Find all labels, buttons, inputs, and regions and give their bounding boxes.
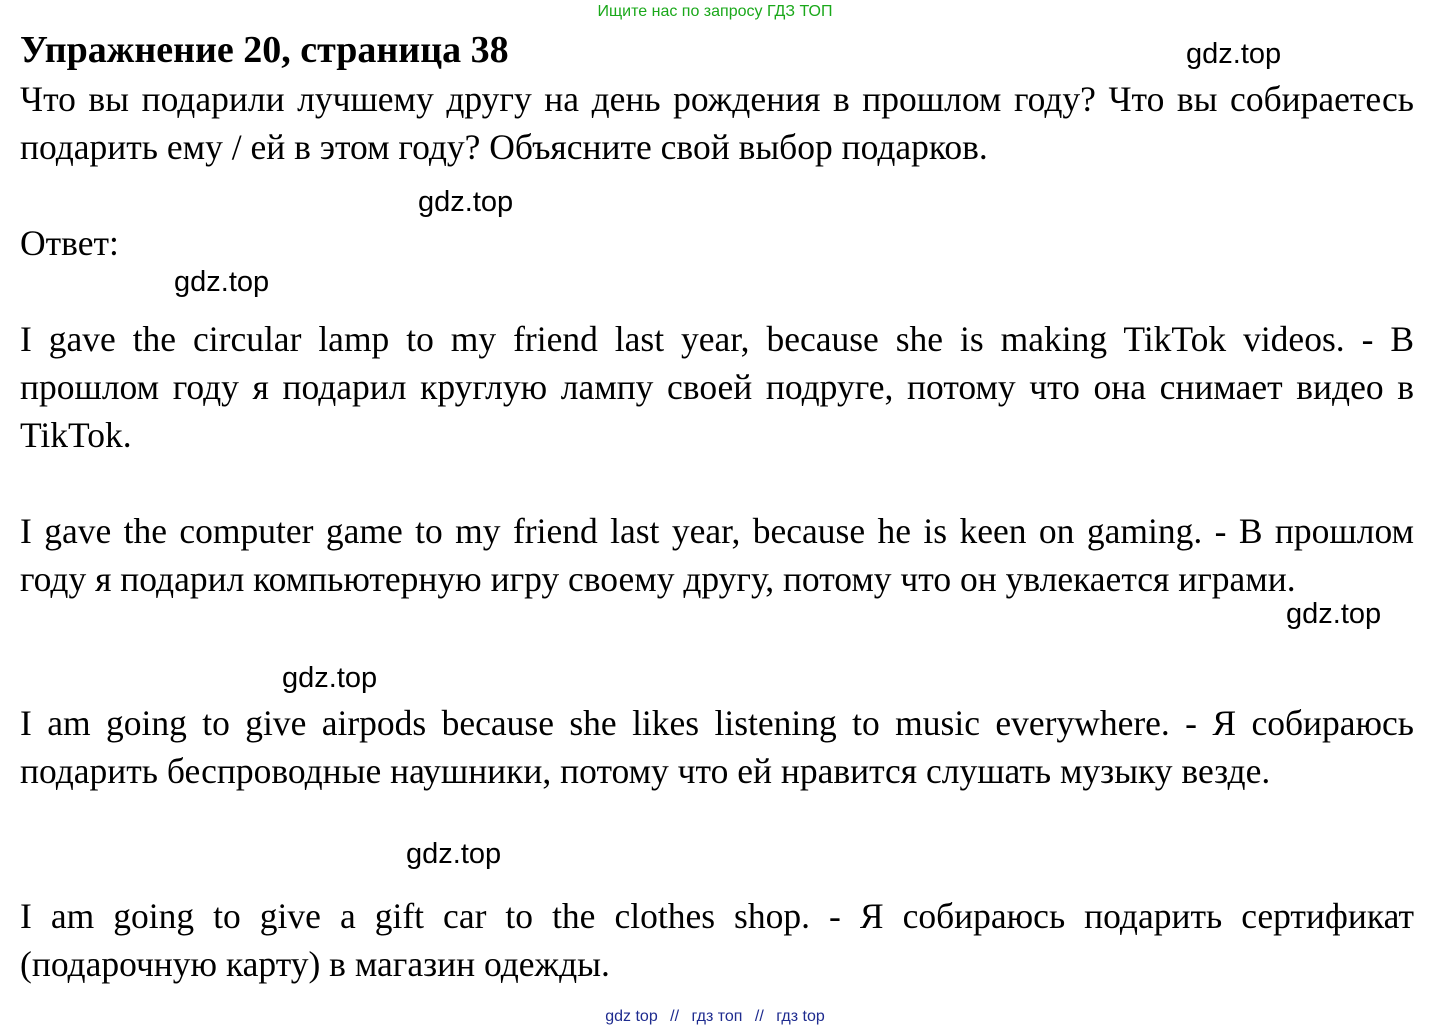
footer-link-gdz-top[interactable]: gdz top [605,1008,658,1025]
footer-link-gdz-top-mixed[interactable]: гдз top [776,1008,825,1025]
task-question: Что вы подарили лучшему другу на день рождения в прошлом году? Что вы собираетесь подарить ему / ей в этом году? Объясните свой выбор подарков. [20,79,1414,167]
answer-paragraph: I am going to give a gift car to the clothes shop. - Я собираюсь подарить сертификат (подарочную карту) в магазин одежды. [20,896,1414,984]
watermark: gdz.top [174,266,270,298]
answer-paragraph: I am going to give airpods because she likes listening to music everywhere. - Я собираюсь подарить беспроводные наушники, потому что ей нравится слушать музыку везде. [20,703,1414,791]
banner-text: Ищите нас по запросу ГДЗ ТОП [597,3,833,20]
footer-link-gdz-top-ru[interactable]: гдз топ [691,1008,743,1025]
page-title: Упражнение 20, страница 38 [20,29,509,71]
watermark: gdz.top [418,186,514,218]
footer-links [0,1007,1430,1027]
top-banner [0,2,1430,22]
answer-paragraph: I gave the circular lamp to my friend last year, because she is making TikTok videos. - В прошлом году я подарил круглую лампу своей подруге, потому что она снимает видео в TikTok. [20,319,1414,455]
footer-separator: // [670,1008,680,1025]
answer-paragraph: I gave the computer game to my friend last year, because he is keen on gaming. - В прошлом году я подарил компьютерную игру своему другу, потому что он увлекается играми. [20,511,1414,599]
watermark: gdz.top [1286,598,1382,630]
footer-separator: // [754,1008,764,1025]
watermark: gdz.top [406,838,502,870]
watermark: gdz.top [282,662,378,694]
answer-label: Ответ: [20,223,119,263]
watermark: gdz.top [1186,38,1282,70]
